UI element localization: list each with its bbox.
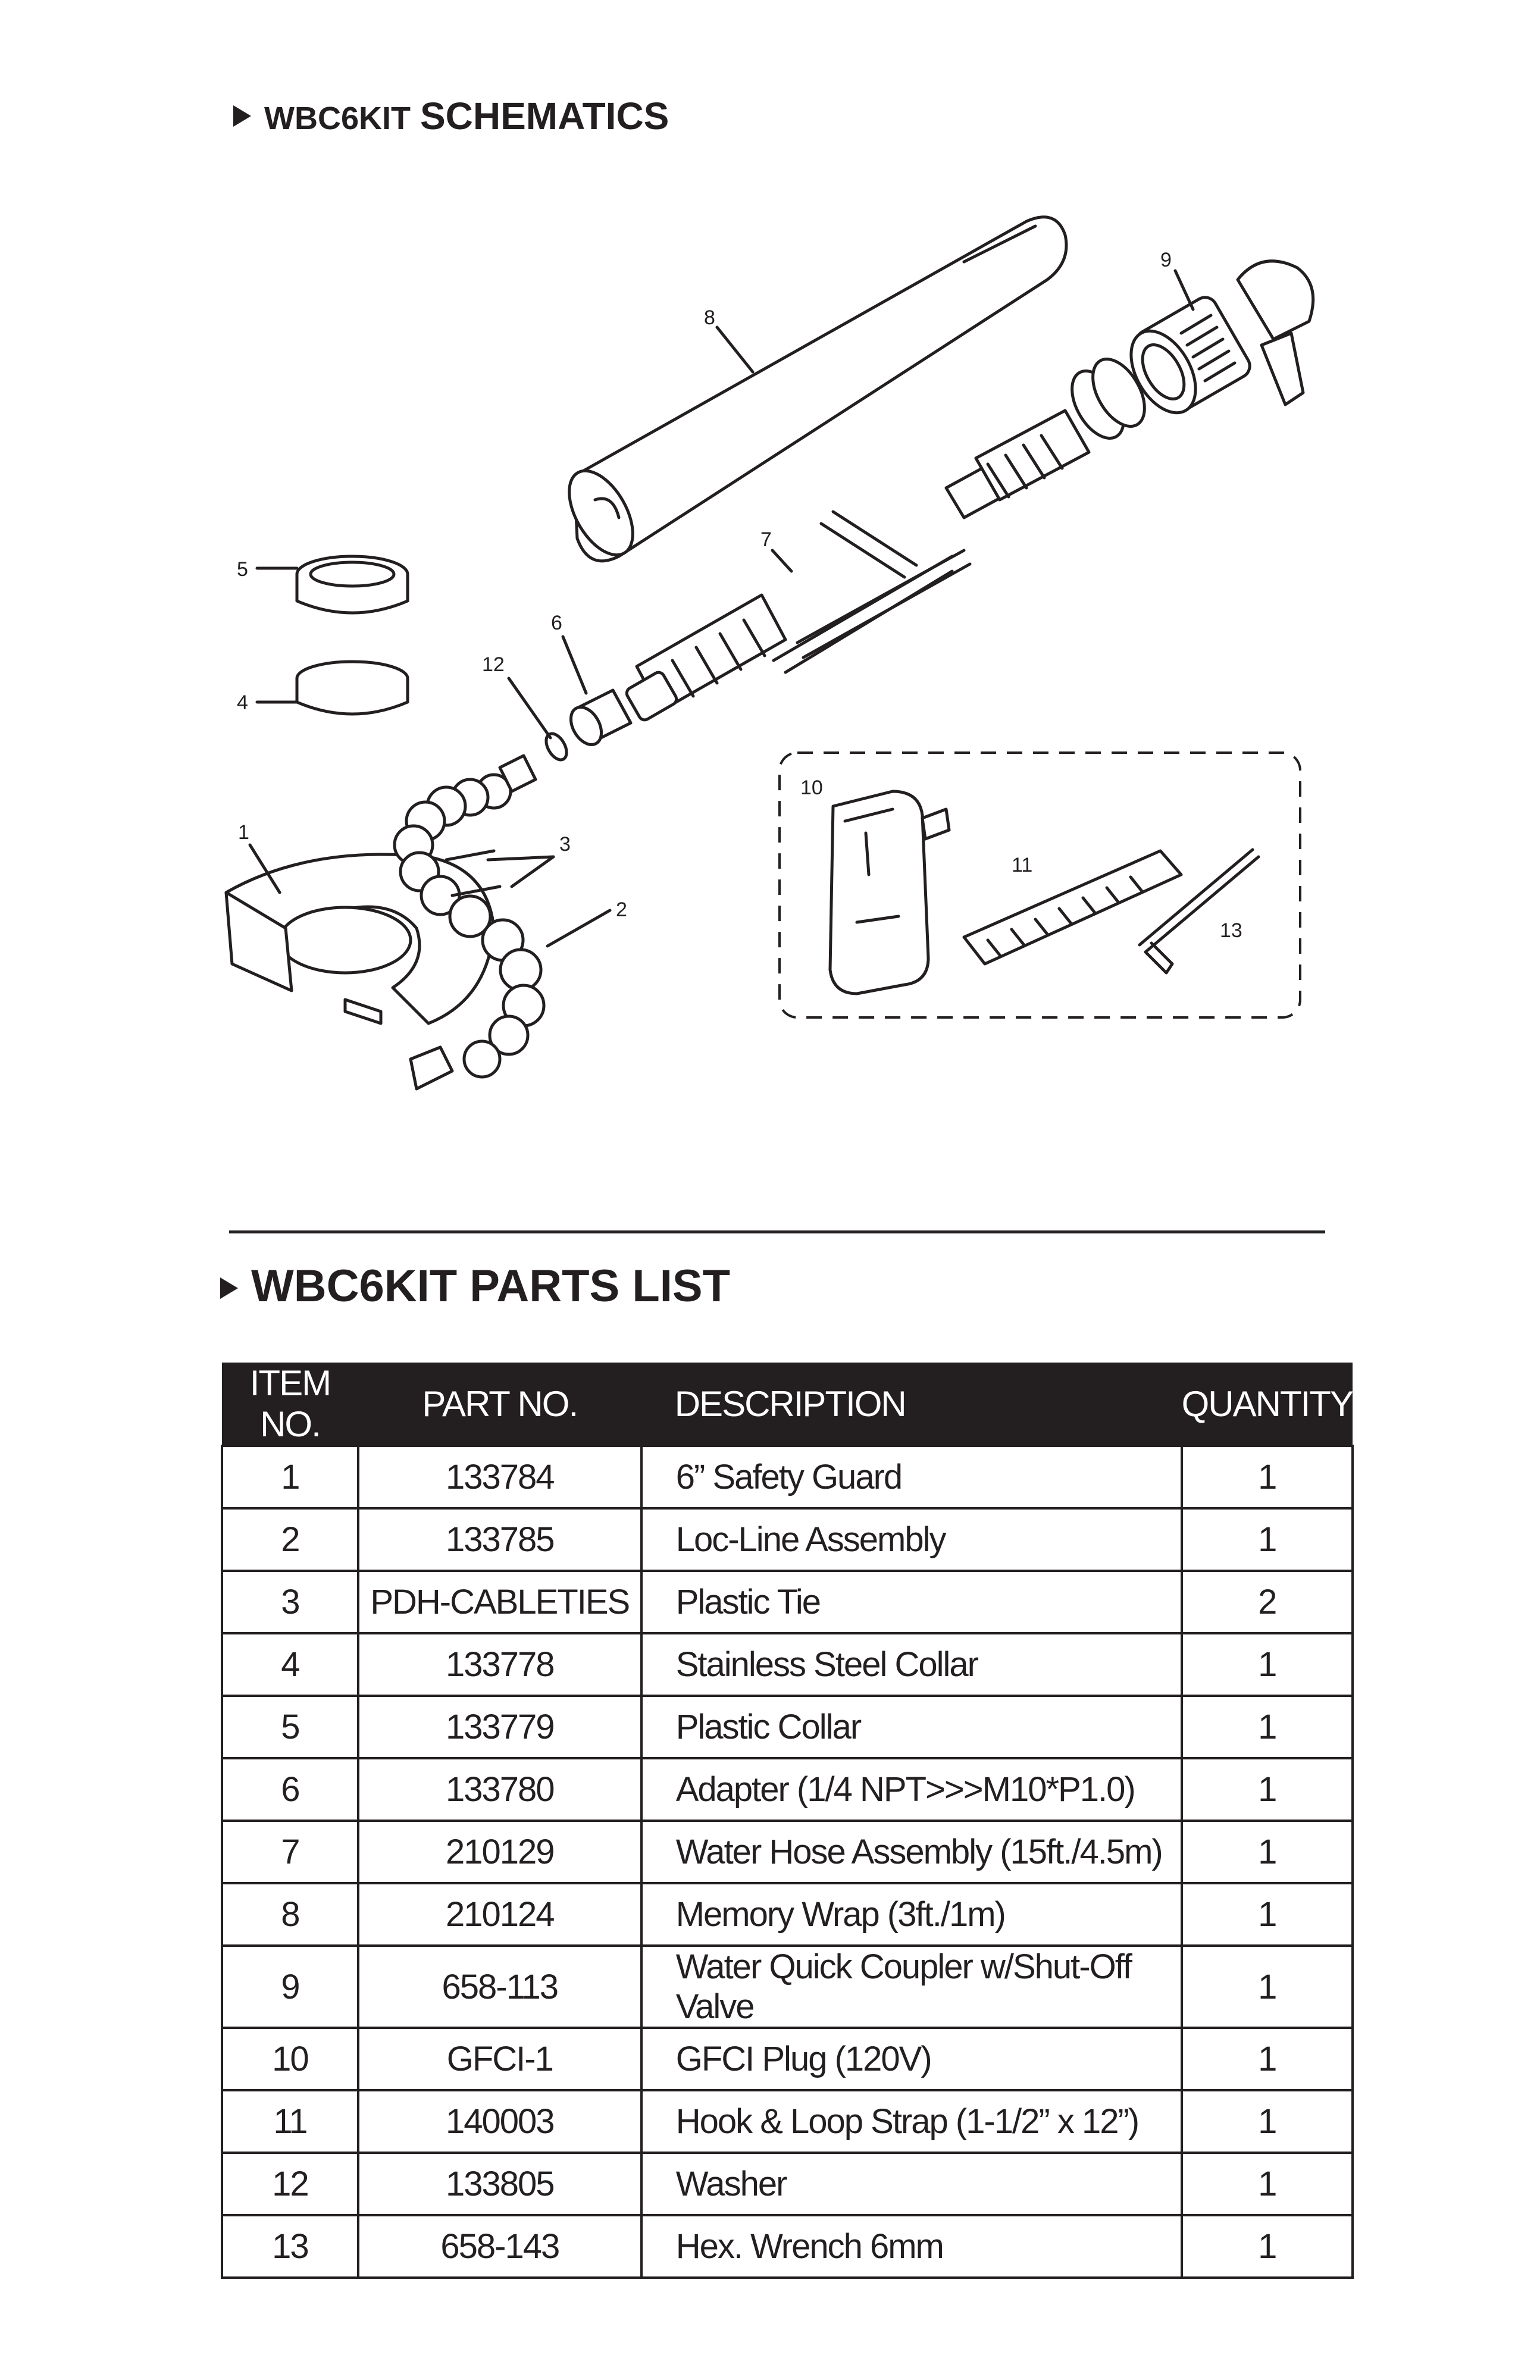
schematics-heading-prefix: WBC6KIT	[264, 101, 411, 136]
callout-9: 9	[1160, 249, 1172, 271]
cell-quantity: 1	[1182, 1883, 1353, 1946]
triangle-bullet-icon	[220, 1277, 238, 1299]
section-divider	[229, 1230, 1325, 1233]
cell-quantity: 1	[1182, 1946, 1353, 2028]
callout-13: 13	[1220, 919, 1242, 942]
cell-quantity: 1	[1182, 2153, 1353, 2215]
cell-description: Adapter (1/4 NPT>>>M10*P1.0)	[641, 1758, 1182, 1821]
cell-quantity: 2	[1182, 1571, 1353, 1633]
table-row	[222, 1821, 1353, 1883]
parts-table-body	[222, 1446, 1353, 2278]
table-row	[222, 2215, 1353, 2278]
cell-item-no: 2	[222, 1508, 358, 1571]
cell-description: Washer	[641, 2153, 1182, 2215]
header-item-no: ITEM NO.	[222, 1363, 358, 1446]
cell-part-no: 133784	[358, 1446, 641, 1508]
cell-part-no: 133779	[358, 1696, 641, 1758]
schematics-heading-title: SCHEMATICS	[420, 95, 669, 137]
steel-collar-drawing	[297, 662, 408, 714]
cell-description: Loc-Line Assembly	[641, 1508, 1182, 1571]
hook-loop-strap-drawing	[964, 851, 1181, 964]
cell-description: Stainless Steel Collar	[641, 1633, 1182, 1696]
cell-item-no: 11	[222, 2090, 358, 2153]
cell-item-no: 8	[222, 1883, 358, 1946]
cell-description: Memory Wrap (3ft./1m)	[641, 1883, 1182, 1946]
cell-part-no: 140003	[358, 2090, 641, 2153]
plastic-collar-drawing	[297, 556, 408, 613]
callout-7: 7	[760, 528, 772, 551]
cell-part-no: 133778	[358, 1633, 641, 1696]
cell-quantity: 1	[1182, 1446, 1353, 1508]
cell-description: Plastic Tie	[641, 1571, 1182, 1633]
parts-list-heading-text: WBC6KIT PARTS LIST	[251, 1261, 731, 1311]
callout-3: 3	[559, 833, 571, 856]
header-part-no: PART NO.	[358, 1363, 641, 1446]
cell-part-no: 133805	[358, 2153, 641, 2215]
cell-part-no: 133780	[358, 1758, 641, 1821]
callout-6: 6	[551, 612, 562, 634]
table-row	[222, 1883, 1353, 1946]
table-row	[222, 1758, 1353, 1821]
washer-drawing	[542, 730, 571, 763]
cell-item-no: 13	[222, 2215, 358, 2278]
cell-part-no: 658-113	[358, 1946, 641, 2028]
table-row	[222, 2028, 1353, 2090]
cell-quantity: 1	[1182, 1508, 1353, 1571]
adapter-drawing	[565, 690, 631, 750]
cell-quantity: 1	[1182, 1633, 1353, 1696]
cell-quantity: 1	[1182, 2028, 1353, 2090]
cell-item-no: 7	[222, 1821, 358, 1883]
table-row	[222, 1508, 1353, 1571]
table-row	[222, 1633, 1353, 1696]
callout-4: 4	[237, 691, 248, 714]
table-row	[222, 1696, 1353, 1758]
callout-1: 1	[238, 821, 249, 844]
table-row	[222, 2090, 1353, 2153]
callout-11: 11	[1012, 854, 1033, 876]
memory-wrap-drawing	[556, 217, 1066, 566]
callout-10: 10	[800, 776, 823, 799]
cell-item-no: 3	[222, 1571, 358, 1633]
gfci-plug-drawing	[830, 791, 949, 994]
parts-list-heading	[220, 1260, 730, 1312]
parts-table	[221, 1363, 1354, 2279]
cell-description: Water Quick Coupler w/Shut-Off Valve	[641, 1946, 1182, 2028]
callout-12: 12	[482, 653, 505, 676]
table-row	[222, 2153, 1353, 2215]
table-row	[222, 1446, 1353, 1508]
header-quantity: QUANTITY	[1182, 1363, 1353, 1446]
cell-quantity: 1	[1182, 1696, 1353, 1758]
cell-quantity: 1	[1182, 1758, 1353, 1821]
cell-item-no: 9	[222, 1946, 358, 2028]
cell-description: Hex. Wrench 6mm	[641, 2215, 1182, 2278]
header-description: DESCRIPTION	[641, 1363, 1182, 1446]
callout-8: 8	[704, 306, 715, 329]
cell-description: Hook & Loop Strap (1-1/2” x 12”)	[641, 2090, 1182, 2153]
cell-item-no: 1	[222, 1446, 358, 1508]
cell-part-no: 658-143	[358, 2215, 641, 2278]
cell-description: Water Hose Assembly (15ft./4.5m)	[641, 1821, 1182, 1883]
table-header-row	[222, 1363, 1353, 1446]
cell-quantity: 1	[1182, 2090, 1353, 2153]
cell-description: 6” Safety Guard	[641, 1446, 1182, 1508]
callout-2: 2	[616, 898, 627, 921]
callout-5: 5	[237, 558, 248, 581]
cell-part-no: GFCI-1	[358, 2028, 641, 2090]
cell-description: Plastic Collar	[641, 1696, 1182, 1758]
table-row	[222, 1571, 1353, 1633]
cell-part-no: PDH-CABLETIES	[358, 1571, 641, 1633]
cell-part-no: 133785	[358, 1508, 641, 1571]
cell-quantity: 1	[1182, 2215, 1353, 2278]
cell-quantity: 1	[1182, 1821, 1353, 1883]
cell-description: GFCI Plug (120V)	[641, 2028, 1182, 2090]
cell-item-no: 10	[222, 2028, 358, 2090]
cell-item-no: 4	[222, 1633, 358, 1696]
cell-item-no: 12	[222, 2153, 358, 2215]
cell-item-no: 5	[222, 1696, 358, 1758]
cell-part-no: 210124	[358, 1883, 641, 1946]
quick-coupler-drawing	[1118, 261, 1313, 424]
cell-part-no: 210129	[358, 1821, 641, 1883]
table-row	[222, 1946, 1353, 2028]
cell-item-no: 6	[222, 1758, 358, 1821]
